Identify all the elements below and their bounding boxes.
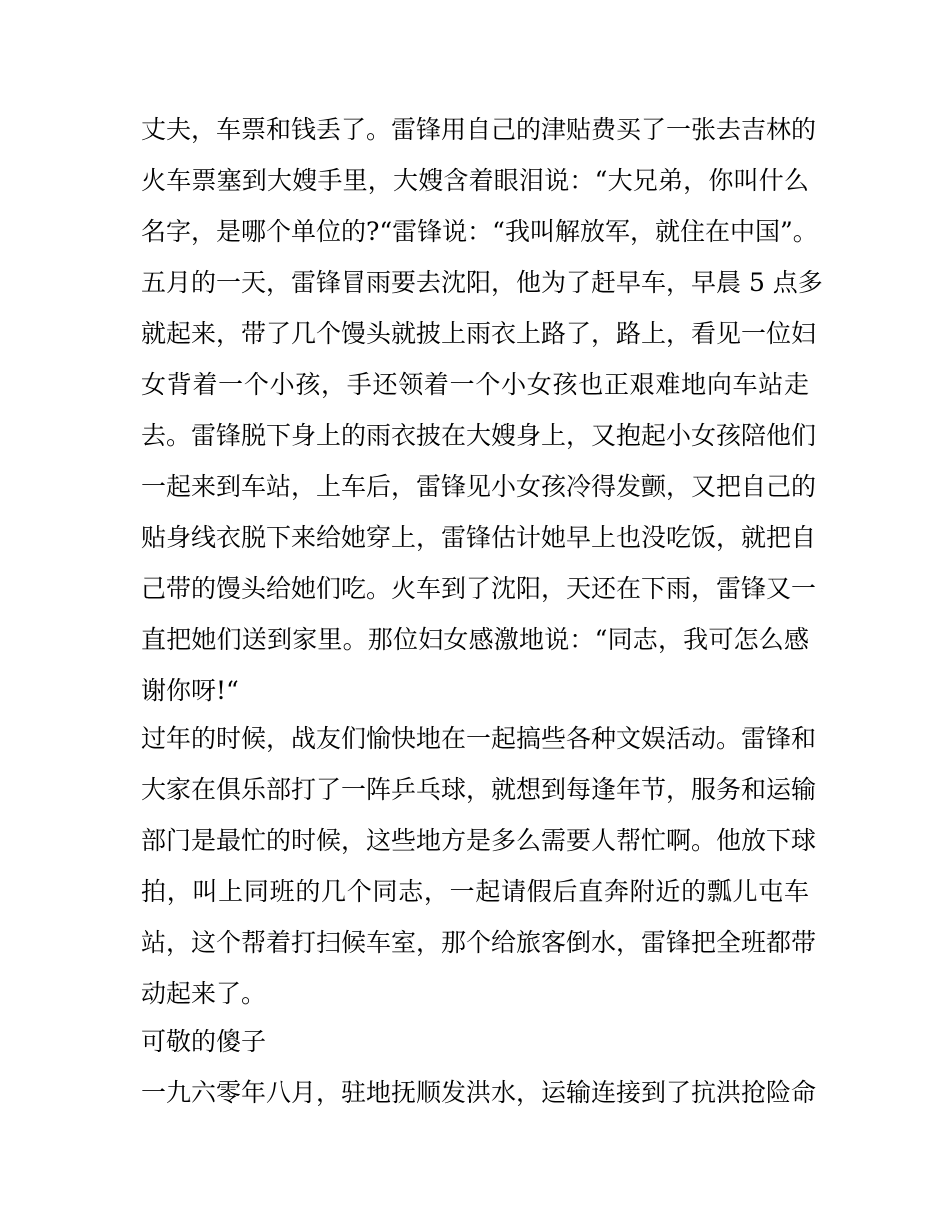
text-line: 贴身线衣脱下来给她穿上，雷锋估计她早上也没吃饭，就把自	[141, 523, 817, 552]
text-line: 火车票塞到大嫂手里，大嫂含着眼泪说：“大兄弟，你叫什么	[141, 166, 809, 195]
text-line: 过年的时候，战友们愉快地在一起搞些各种文娱活动。雷锋和	[141, 724, 817, 753]
text-line: 丈夫，车票和钱丢了。雷锋用自己的津贴费买了一张去吉林的	[141, 115, 817, 144]
text-line: 一起来到车站，上车后，雷锋见小女孩冷得发颤，又把自己的	[141, 472, 817, 501]
text-line: 部门是最忙的时候，这些地方是多么需要人帮忙啊。他放下球	[141, 826, 817, 855]
text-line: 女背着一个小孩，手还领着一个小女孩也正艰难地向车站走	[141, 370, 809, 399]
text-line: 己带的馒头给她们吃。火车到了沈阳，天还在下雨，雷锋又一	[141, 574, 817, 603]
text-line: 谢你呀!“	[141, 676, 239, 705]
section-heading: 可敬的傻子	[141, 1027, 267, 1056]
text-line: 名字，是哪个单位的?“雷锋说：“我叫解放军，就住在中国”。	[141, 217, 818, 246]
text-line: 直把她们送到家里。那位妇女感激地说：“同志，我可怎么感	[141, 625, 809, 654]
text-line: 站，这个帮着打扫候车室，那个给旅客倒水，雷锋把全班都带	[141, 928, 817, 957]
text-line: 动起来了。	[141, 979, 267, 1008]
text-line: 就起来，带了几个馒头就披上雨衣上路了，路上，看见一位妇	[141, 319, 817, 348]
text-line: 去。雷锋脱下身上的雨衣披在大嫂身上，又抱起小女孩陪他们	[141, 421, 817, 450]
text-line: 大家在俱乐部打了一阵乒乓球，就想到每逢年节，服务和运输	[141, 775, 817, 804]
text-line: 拍，叫上同班的几个同志，一起请假后直奔附近的瓢儿屯车	[141, 877, 809, 906]
text-line: 五月的一天，雷锋冒雨要去沈阳，他为了赶早车，早晨 5 点多	[141, 268, 823, 297]
text-line: 一九六零年八月，驻地抚顺发洪水，运输连接到了抗洪抢险命	[141, 1078, 817, 1107]
